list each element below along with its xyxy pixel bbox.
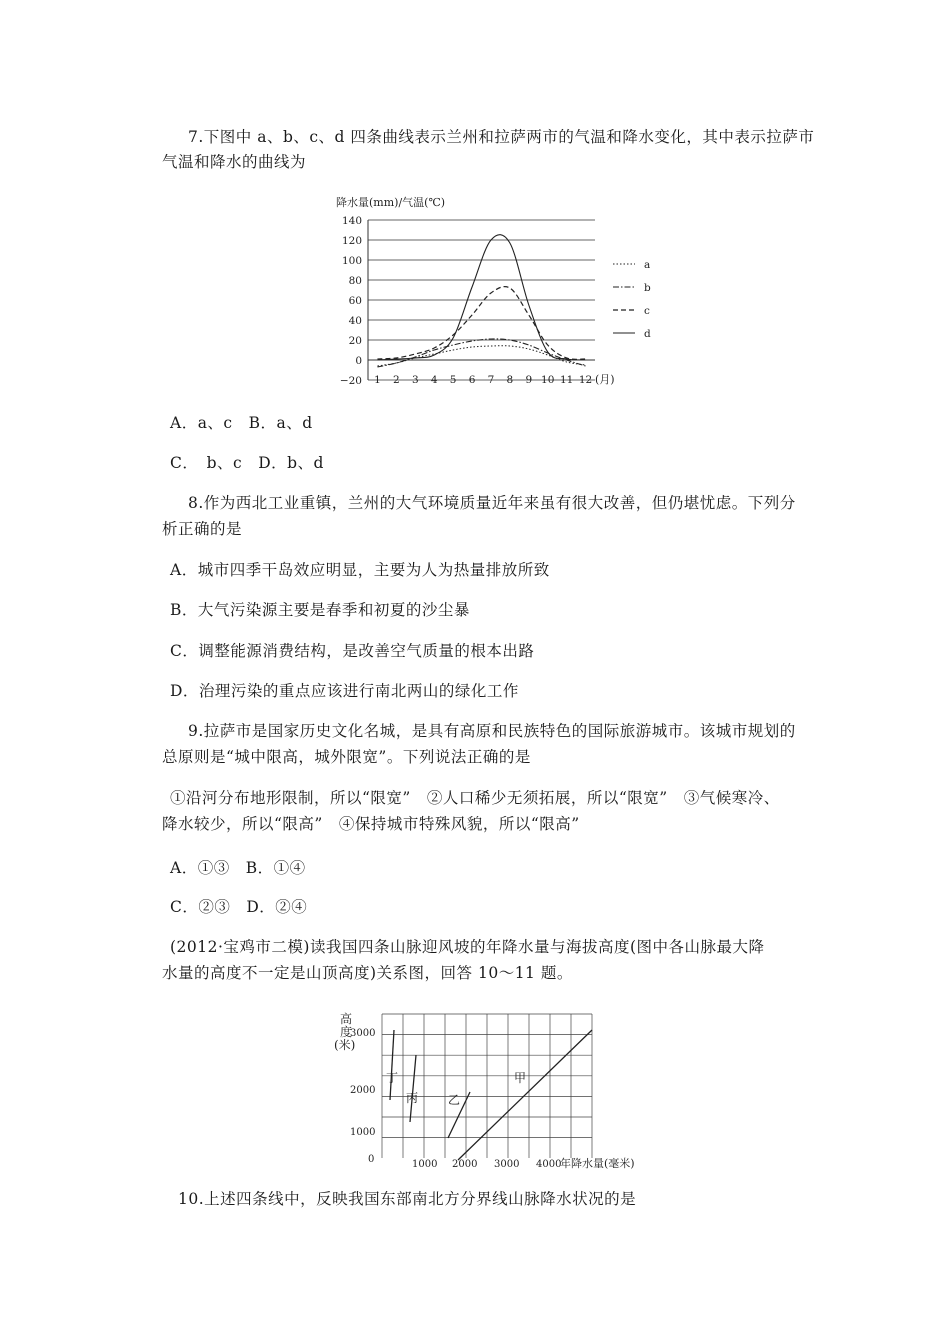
chart2-ytick-1000: 1000 bbox=[350, 1127, 376, 1138]
legend-a-label: a bbox=[644, 259, 651, 271]
label-jia: 甲 bbox=[514, 1071, 527, 1085]
chart1-xtick: 12 bbox=[578, 374, 593, 386]
chart1-xtick: 9 bbox=[525, 374, 533, 386]
altitude-chart bbox=[330, 1010, 690, 1175]
climate-chart bbox=[330, 190, 670, 390]
chart1-xtick: 8 bbox=[506, 374, 514, 386]
q7-options-cd: C． b、c D．b、d bbox=[170, 454, 324, 472]
chart1-xtick: 1 bbox=[374, 374, 381, 386]
chart1-xtick: 3 bbox=[411, 374, 419, 386]
q8-option-b: B．大气污染源主要是春季和初夏的沙尘暴 bbox=[170, 601, 470, 619]
chart1-ytick: 120 bbox=[341, 235, 362, 247]
q9-text-line2: 总原则是“城中限高，城外限宽”。下列说法正确的是 bbox=[162, 748, 531, 766]
q7-text-line1: 7.下图中 a、b、c、d 四条曲线表示兰州和拉萨两市的气温和降水变化，其中表示拉萨市 bbox=[188, 128, 815, 146]
legend-d-label: d bbox=[644, 328, 651, 340]
label-ding: 丁 bbox=[386, 1071, 399, 1085]
series-d-line bbox=[377, 235, 585, 360]
chart1-xtick: 6 bbox=[468, 374, 476, 386]
chart1-ytick: 60 bbox=[348, 295, 362, 307]
chart2-xtick-2000: 2000 bbox=[452, 1159, 478, 1170]
chart2-ylabel-gao: 高 bbox=[340, 1012, 353, 1026]
chart1-ytick: 40 bbox=[348, 315, 362, 327]
climate-chart-svg bbox=[330, 190, 670, 390]
line-jia bbox=[458, 1030, 592, 1160]
chart1-xtick: 4 bbox=[430, 374, 438, 386]
q8-text-line1: 8.作为西北工业重镇，兰州的大气环境质量近年来虽有很大改善，但仍堪忧虑。下列分 bbox=[188, 494, 796, 512]
line-bing bbox=[410, 1055, 416, 1122]
q9-statements-line2: 降水较少，所以“限高” ④保持城市特殊风貌，所以“限高” bbox=[162, 815, 580, 833]
chart2-ylabel-du: 度 bbox=[340, 1025, 353, 1039]
q8-text-line2: 析正确的是 bbox=[162, 520, 243, 538]
q8-option-c: C．调整能源消费结构，是改善空气质量的根本出路 bbox=[170, 642, 535, 660]
series-b-line bbox=[377, 339, 585, 367]
legend-b-label: b bbox=[644, 282, 651, 294]
intro-line1: (2012·宝鸡市二模)读我国四条山脉迎风坡的年降水量与海拔高度(图中各山脉最大降 bbox=[170, 938, 765, 956]
q7-options-ab: A．a、c B．a、d bbox=[170, 414, 313, 432]
chart1-ytick: 140 bbox=[341, 215, 362, 227]
chart1-xtick: 2 bbox=[393, 374, 400, 386]
q7-text-line2: 气温和降水的曲线为 bbox=[162, 153, 307, 171]
chart1-xtick: 5 bbox=[449, 374, 457, 386]
q8-option-d: D．治理污染的重点应该进行南北两山的绿化工作 bbox=[170, 682, 519, 700]
legend-c-label: c bbox=[644, 305, 650, 317]
line-ding bbox=[390, 1030, 394, 1100]
chart2-xtick-4000: 4000 bbox=[536, 1159, 562, 1170]
chart2-xtick-3000: 3000 bbox=[494, 1159, 520, 1170]
label-yi: 乙 bbox=[448, 1093, 461, 1107]
chart2-ytick-0: 0 bbox=[368, 1154, 375, 1165]
chart2-x-unit: 年降水量(毫米) bbox=[560, 1157, 635, 1170]
chart1-ytick: 20 bbox=[348, 335, 362, 347]
chart2-xtick-1000: 1000 bbox=[412, 1159, 438, 1170]
chart1-ytick: 80 bbox=[348, 275, 362, 287]
series-a-line bbox=[377, 346, 585, 366]
q9-statements-line1: ①沿河分布地形限制，所以“限宽” ②人口稀少无须拓展，所以“限宽” ③气候寒冷、 bbox=[170, 789, 780, 807]
q9-options-ab: A．①③ B．①④ bbox=[170, 859, 306, 877]
chart2-ytick-3000: 3000 bbox=[350, 1028, 376, 1039]
intro-line2: 水量的高度不一定是山顶高度)关系图，回答 10～11 题。 bbox=[162, 964, 573, 982]
q9-options-cd: C．②③ D．②④ bbox=[170, 898, 308, 916]
chart1-x-unit: (月) bbox=[595, 373, 615, 386]
chart2-ytick-2000: 2000 bbox=[350, 1085, 376, 1096]
label-bing: 丙 bbox=[406, 1091, 419, 1105]
q10-text-line1: 10.上述四条线中，反映我国东部南北方分界线山脉降水状况的是 bbox=[178, 1190, 637, 1208]
chart1-y-title: 降水量(mm)/气温(℃) bbox=[336, 196, 446, 209]
chart1-xtick: 7 bbox=[487, 374, 495, 386]
chart1-ytick: 100 bbox=[341, 255, 362, 267]
chart1-ytick: 0 bbox=[355, 355, 362, 367]
series-c-line bbox=[377, 287, 585, 360]
q9-text-line1: 9.拉萨市是国家历史文化名城，是具有高原和民族特色的国际旅游城市。该城市规划的 bbox=[188, 722, 796, 740]
chart1-xtick: 10 bbox=[541, 374, 555, 386]
chart1-ytick: −20 bbox=[339, 375, 362, 387]
chart1-xtick: 11 bbox=[559, 374, 574, 386]
q8-option-a: A．城市四季干岛效应明显，主要为人为热量排放所致 bbox=[170, 561, 550, 579]
chart2-ylabel-unit: (米) bbox=[334, 1038, 356, 1052]
altitude-chart-svg bbox=[330, 1010, 690, 1175]
